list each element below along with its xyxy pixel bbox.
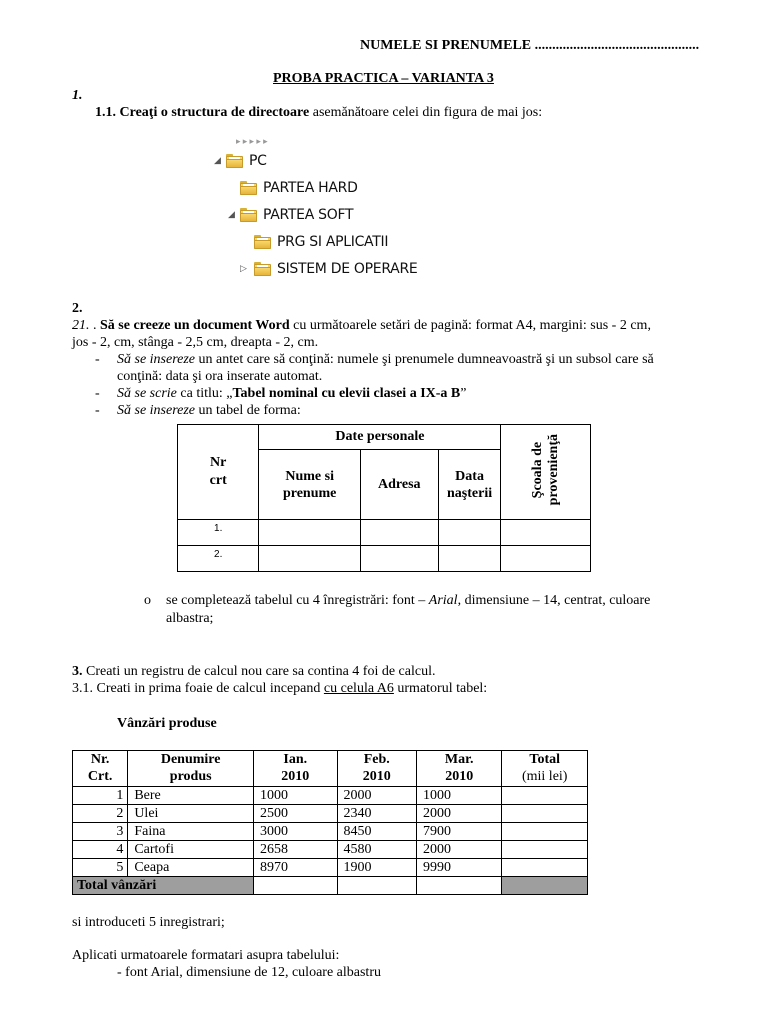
sub-dot: . bbox=[93, 318, 100, 333]
header-mar: Mar. 2010 bbox=[416, 751, 501, 787]
folder-tree-figure bbox=[206, 137, 456, 285]
section-2-number: 2. bbox=[72, 301, 83, 316]
section-1-1-text bbox=[95, 105, 542, 121]
bullet-text: un antet care să conţină: numele şi prenumele dumneavoastră şi un subsol care să bbox=[195, 352, 654, 367]
sub-bullet-line-1 bbox=[166, 593, 696, 609]
tree-label: PARTEA SOFT bbox=[263, 207, 354, 223]
sub-bullet-text-b: , dimensiune – 14, centrat, culoare bbox=[457, 593, 651, 608]
line-2-underlined: cu celula A6 bbox=[323, 681, 394, 696]
line-2-text-a: 3.1. Creati in prima foaie de calcul incepand bbox=[72, 681, 324, 696]
format-item: - font Arial, dimensiune de 12, culoare albastru bbox=[117, 965, 381, 980]
bullet-italic: Să se insereze bbox=[117, 352, 196, 367]
section-3-line-1 bbox=[72, 664, 435, 680]
bullet-1-cont: conţină: data şi ora inserate automat. bbox=[117, 369, 323, 384]
sub-bullet-line-2: albastra; bbox=[166, 611, 214, 626]
expand-arrow-icon: ◢ bbox=[214, 156, 221, 166]
tree-label: PRG SI APLICATII bbox=[277, 234, 389, 250]
col-nr-crt: Nr crt bbox=[178, 425, 259, 520]
tree-item-sistem-de-operare bbox=[240, 259, 417, 279]
bullet-dash: - bbox=[95, 386, 100, 401]
col-adresa: Adresa bbox=[360, 450, 438, 520]
tree-cut-row: ▸ ▸ ▸ ▸ ▸ bbox=[236, 137, 268, 147]
page-title: PROBA PRACTICA – VARIANTA 3 bbox=[273, 71, 494, 86]
sub-bullet-text-italic: Arial bbox=[428, 593, 458, 608]
tree-item-partea-hard bbox=[240, 178, 358, 198]
header-total: Total (mii lei) bbox=[502, 751, 588, 787]
students-table bbox=[177, 424, 591, 572]
sub-bullet-icon: o bbox=[144, 593, 151, 608]
folder-icon bbox=[240, 208, 257, 222]
table-row: 5 Ceapa 8970 1900 9990 bbox=[73, 859, 588, 877]
collapsed-arrow-icon: ▷ bbox=[240, 264, 247, 274]
section-1-number: 1. bbox=[72, 88, 83, 103]
section-3-number: 3. bbox=[72, 664, 83, 679]
table-row: 2. bbox=[178, 546, 591, 572]
section-2-line-1 bbox=[72, 318, 651, 334]
sales-table-title: Vânzări produse bbox=[117, 716, 217, 731]
tree-item-prg-si-aplicatii bbox=[254, 232, 388, 252]
bullet-italic: Să se insereze bbox=[117, 403, 196, 418]
apply-formatting-text: Aplicati urmatoarele formatari asupra tabelului: bbox=[72, 948, 340, 963]
col-data: Data naşterii bbox=[438, 450, 501, 520]
bullet-italic: Să se scrie bbox=[117, 386, 177, 401]
after-table-text: si introduceti 5 inregistrari; bbox=[72, 915, 225, 930]
folder-icon bbox=[254, 262, 271, 276]
folder-icon bbox=[226, 154, 243, 168]
col-nume: Nume si prenume bbox=[259, 450, 361, 520]
expand-arrow-icon: ◢ bbox=[228, 210, 235, 220]
table-row: 4 Cartofi 2658 4580 2000 bbox=[73, 841, 588, 859]
header-denumire: Denumire produs bbox=[128, 751, 254, 787]
bullet-3 bbox=[117, 403, 301, 419]
bullet-1 bbox=[117, 352, 654, 368]
sub-number: 21. bbox=[72, 318, 90, 333]
tree-label: PC bbox=[249, 153, 267, 169]
bullet-text-end: ” bbox=[460, 386, 467, 401]
section-3-line-2 bbox=[72, 681, 487, 697]
item-number: 1.1. bbox=[95, 105, 116, 120]
section-3-text: Creati un registru de calcul nou care sa contina 4 foi de calcul. bbox=[82, 664, 436, 679]
bullet-dash: - bbox=[95, 352, 100, 367]
folder-icon bbox=[254, 235, 271, 249]
line-2-text-b: urmatorul tabel: bbox=[393, 681, 488, 696]
table-row: 3 Faina 3000 8450 7900 bbox=[73, 823, 588, 841]
bullet-bold: Tabel nominal cu elevii clasei a IX-a B bbox=[232, 386, 461, 401]
section-2-line-2: jos - 2, cm, stânga - 2,5 cm, dreapta - 2, cm. bbox=[72, 335, 319, 350]
tree-label: PARTEA HARD bbox=[263, 180, 358, 196]
table-total-row: Total vânzări bbox=[73, 877, 588, 895]
tree-item-pc bbox=[214, 151, 267, 171]
header-ian: Ian. 2010 bbox=[254, 751, 337, 787]
bullet-text: ca titlu: „ bbox=[176, 386, 233, 401]
tree-item-partea-soft bbox=[228, 205, 353, 225]
sub-bold: Să se creeze un document Word bbox=[100, 318, 290, 333]
item-bold: Creaţi o structura de directoare bbox=[119, 105, 310, 120]
sub-bullet-text-a: se completează tabelul cu 4 înregistrări: font – bbox=[166, 593, 429, 608]
col-scoala: Şcoala de provenienţă bbox=[501, 425, 591, 520]
header-nr: Nr. Crt. bbox=[73, 751, 128, 787]
header-feb: Feb. 2010 bbox=[337, 751, 416, 787]
folder-icon bbox=[240, 181, 257, 195]
table-row: 1. bbox=[178, 520, 591, 546]
sales-table bbox=[72, 750, 588, 895]
name-line: NUMELE SI PRENUMELE ............................................... bbox=[360, 38, 700, 53]
tree-label: SISTEM DE OPERARE bbox=[277, 261, 418, 277]
sub-rest: cu următoarele setări de pagină: format A4, margini: sus - 2 cm, bbox=[289, 318, 651, 333]
bullet-text: un tabel de forma: bbox=[195, 403, 301, 418]
item-rest: asemănătoare celei din figura de mai jos: bbox=[309, 105, 543, 120]
col-group-date-personale: Date personale bbox=[259, 425, 501, 450]
table-row: 1 Bere 1000 2000 1000 bbox=[73, 787, 588, 805]
bullet-2 bbox=[117, 386, 466, 402]
table-row: 2 Ulei 2500 2340 2000 bbox=[73, 805, 588, 823]
bullet-dash: - bbox=[95, 403, 100, 418]
